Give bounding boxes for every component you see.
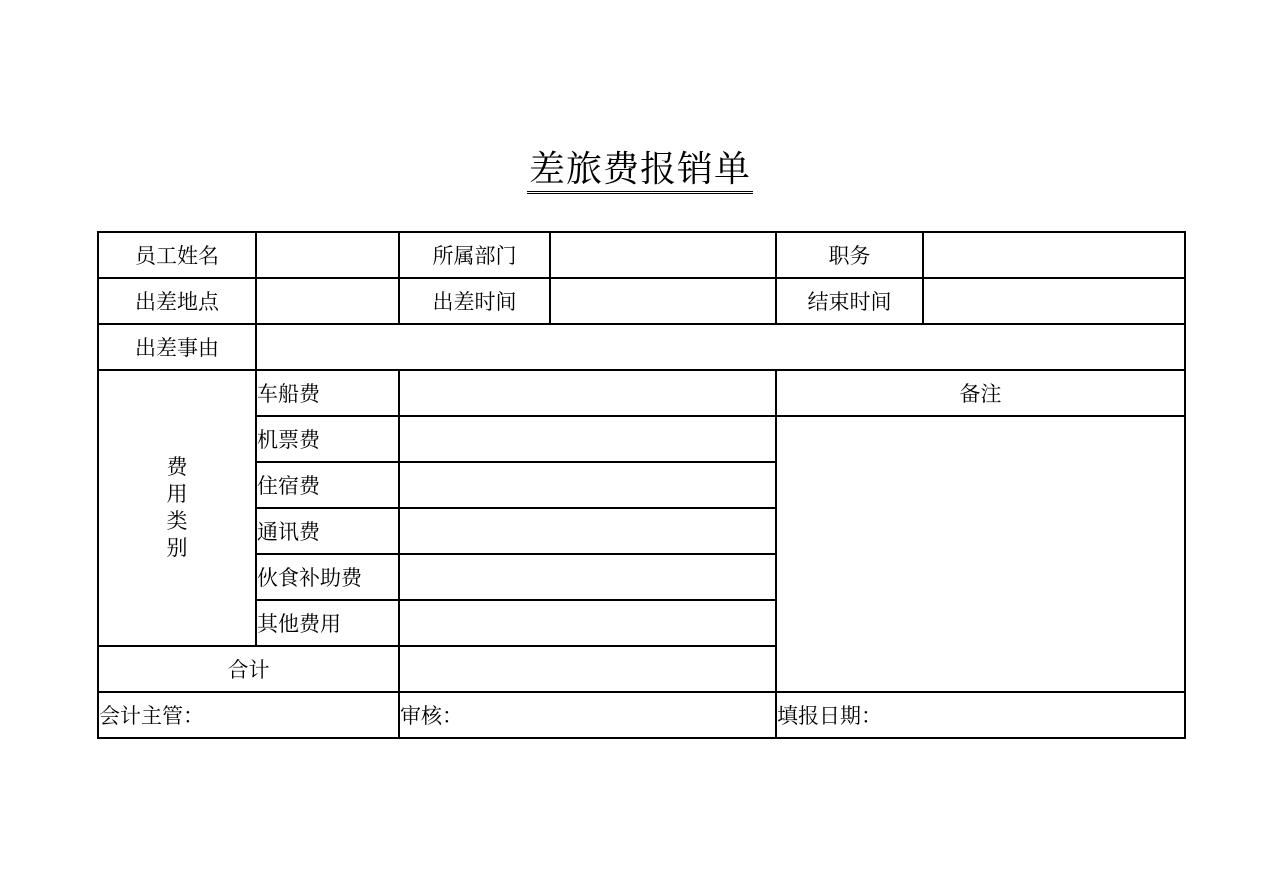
- start-time-field[interactable]: [550, 278, 776, 324]
- employee-name-field[interactable]: [256, 232, 399, 278]
- category-char-4: 别: [166, 536, 188, 560]
- expense-field-meal-allowance[interactable]: [399, 554, 776, 600]
- department-field[interactable]: [550, 232, 776, 278]
- expense-category-label: [98, 370, 256, 646]
- position-field[interactable]: [923, 232, 1185, 278]
- category-char-3: 类: [166, 509, 188, 533]
- expense-field-lodging[interactable]: [399, 462, 776, 508]
- end-time-field[interactable]: [923, 278, 1185, 324]
- category-char-2: 用: [166, 482, 188, 506]
- category-char-1: 费: [166, 455, 188, 479]
- expense-field-other[interactable]: [399, 600, 776, 646]
- row-expense-2: [98, 416, 1185, 462]
- expense-label-other: 其他费用: [256, 600, 399, 646]
- expense-label-transport: 车船费: [256, 370, 399, 416]
- total-label: 合计: [98, 646, 399, 692]
- expense-form-table: [97, 231, 1186, 739]
- location-label: 出差地点: [98, 278, 256, 324]
- review-label[interactable]: 审核：: [399, 692, 776, 738]
- expense-field-communication[interactable]: [399, 508, 776, 554]
- department-label: 所属部门: [399, 232, 550, 278]
- fill-date-label[interactable]: 填报日期：: [776, 692, 1185, 738]
- expense-label-communication: 通讯费: [256, 508, 399, 554]
- location-field[interactable]: [256, 278, 399, 324]
- row-employee-info: [98, 232, 1185, 278]
- notes-label: 备注: [776, 370, 1185, 416]
- row-signatures: [98, 692, 1185, 738]
- reason-field[interactable]: [256, 324, 1185, 370]
- expense-field-transport[interactable]: [399, 370, 776, 416]
- expense-label-lodging: 住宿费: [256, 462, 399, 508]
- expense-label-airfare: 机票费: [256, 416, 399, 462]
- accountant-label[interactable]: 会计主管：: [98, 692, 399, 738]
- expense-field-airfare[interactable]: [399, 416, 776, 462]
- reason-label: 出差事由: [98, 324, 256, 370]
- expense-label-meal-allowance: 伙食补助费: [256, 554, 399, 600]
- employee-name-label: 员工姓名: [98, 232, 256, 278]
- row-expense-1: [98, 370, 1185, 416]
- total-field[interactable]: [399, 646, 776, 692]
- row-trip-reason: [98, 324, 1185, 370]
- end-time-label: 结束时间: [776, 278, 923, 324]
- form-title: [0, 148, 1280, 194]
- row-trip-info: [98, 278, 1185, 324]
- start-time-label: 出差时间: [399, 278, 550, 324]
- notes-field[interactable]: [776, 416, 1185, 692]
- position-label: 职务: [776, 232, 923, 278]
- form-title-text: 差旅费报销单: [527, 149, 753, 194]
